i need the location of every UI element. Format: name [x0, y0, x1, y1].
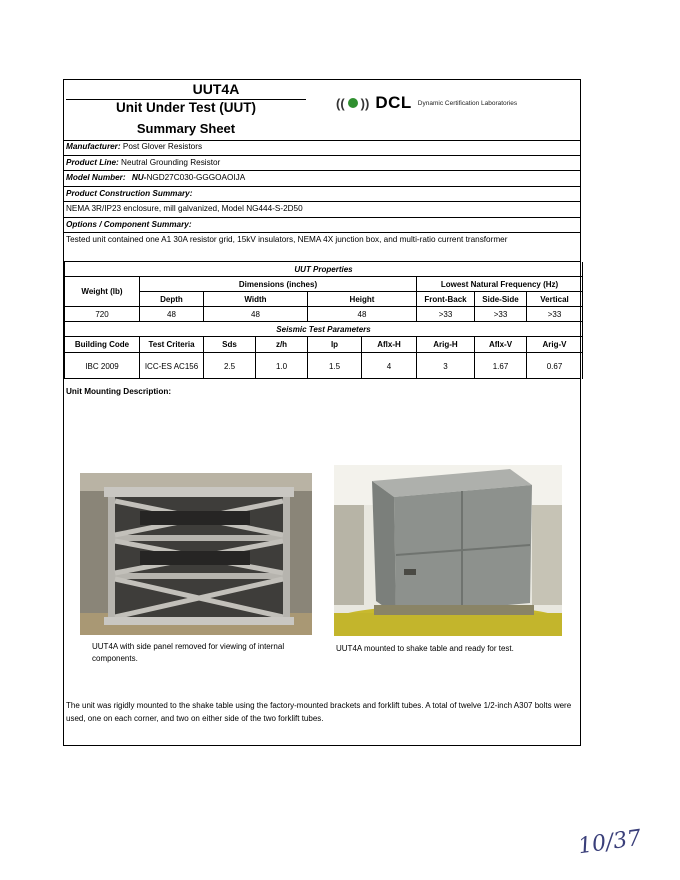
weight-label: Weight (lb) — [65, 277, 140, 307]
depth-label: Depth — [140, 292, 204, 307]
resistor-internals-image — [80, 473, 312, 635]
construction-label-row: Product Construction Summary: — [64, 187, 580, 202]
model-value: NGD27C030-GGGOAOIJA — [146, 173, 246, 182]
page-subtitle: Summary Sheet — [136, 121, 236, 136]
seismic-header: Building Code — [65, 337, 140, 353]
vertical-value: >33 — [527, 307, 583, 322]
depth-value: 48 — [140, 307, 204, 322]
width-label: Width — [204, 292, 308, 307]
seismic-value: ICC-ES AC156 — [140, 353, 204, 380]
seismic-title: Seismic Test Parameters — [65, 322, 583, 337]
photo-internal-components — [80, 473, 312, 635]
page-mark: 10/37 — [576, 825, 643, 860]
product-line-row: Product Line: Neutral Grounding Resistor — [64, 156, 580, 171]
seismic-header: Arig-H — [417, 337, 475, 353]
uut-properties-block — [64, 261, 580, 379]
seismic-header: Aflx-V — [475, 337, 527, 353]
seismic-value: 1.5 — [308, 353, 362, 380]
height-value: 48 — [308, 307, 417, 322]
seismic-value: 3 — [417, 353, 475, 380]
seismic-value: 4 — [362, 353, 417, 380]
page-title: Unit Under Test (UUT) — [116, 100, 256, 115]
manufacturer-row: Manufacturer: Post Glover Resistors — [64, 140, 580, 156]
logo-dot-icon — [348, 98, 358, 108]
uut-properties-table — [64, 262, 583, 379]
seismic-header: z/h — [256, 337, 308, 353]
width-value: 48 — [204, 307, 308, 322]
seismic-header: Test Criteria — [140, 337, 204, 353]
seismic-value: IBC 2009 — [65, 353, 140, 380]
weight-value: 720 — [65, 307, 140, 322]
logo-tagline: Dynamic Certification Laboratories — [417, 99, 518, 107]
seismic-value: 0.67 — [527, 353, 583, 380]
uut-properties-title: UUT Properties — [65, 262, 583, 277]
options-label-row: Options / Component Summary: — [64, 218, 580, 233]
dimensions-label: Dimensions (inches) — [140, 277, 417, 292]
product-line-value: Neutral Grounding Resistor — [121, 158, 221, 167]
caption-left: UUT4A with side panel removed for viewing of internal components. — [92, 642, 285, 663]
seismic-header: Sds — [204, 337, 256, 353]
vertical-label: Vertical — [527, 292, 583, 307]
side-side-label: Side-Side — [475, 292, 527, 307]
unit-id: UUT4A — [192, 81, 240, 97]
construction-value: NEMA 3R/IP23 enclosure, mill galvanized, Model NG444-S-2D50 — [66, 204, 303, 213]
construction-value-row — [64, 202, 580, 218]
photo-shake-table — [334, 465, 562, 636]
seismic-header: Arig-V — [527, 337, 583, 353]
summary-sheet — [63, 79, 581, 746]
seismic-value: 2.5 — [204, 353, 256, 380]
mounting-description: The unit was rigidly mounted to the shake table using the factory-mounted brackets and forklift tubes. A total of twelve 1/2-inch A307 bolts were used, one on each corner, and two on either side of the two forklift tubes. — [66, 701, 572, 723]
side-side-value: >33 — [475, 307, 527, 322]
seismic-header: Ip — [308, 337, 362, 353]
dcl-logo — [336, 92, 576, 114]
manufacturer-value: Post Glover Resistors — [122, 142, 203, 151]
logo-name: DCL — [375, 93, 412, 112]
mounting-label: Unit Mounting Description: — [66, 387, 172, 396]
seismic-header: Aflx-H — [362, 337, 417, 353]
model-row: Model Number: NU-NGD27C030-GGGOAOIJA — [64, 171, 580, 187]
shake-table-image — [334, 465, 562, 636]
front-back-value: >33 — [417, 307, 475, 322]
caption-right: UUT4A mounted to shake table and ready for test. — [336, 644, 514, 653]
seismic-value: 1.0 — [256, 353, 308, 380]
seismic-value: 1.67 — [475, 353, 527, 380]
options-value: Tested unit contained one A1 30A resistor grid, 15kV insulators, NEMA 4X junction box, and multi-ratio current transformer — [66, 235, 508, 244]
front-back-label: Front-Back — [417, 292, 475, 307]
options-value-row — [64, 233, 580, 255]
header — [64, 80, 580, 141]
frequency-label: Lowest Natural Frequency (Hz) — [417, 277, 583, 292]
height-label: Height — [308, 292, 417, 307]
logo-signal-icon: (( )) — [336, 95, 370, 111]
